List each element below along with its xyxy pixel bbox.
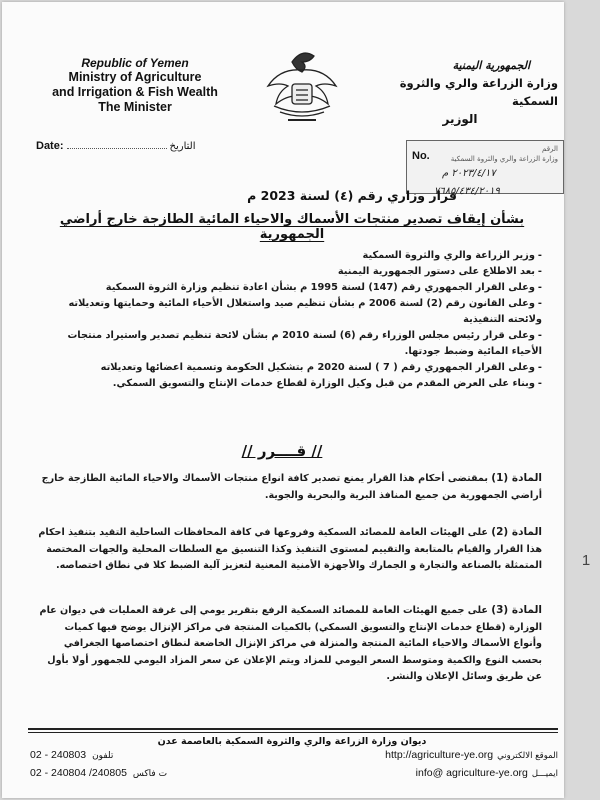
- email-link[interactable]: info@ agriculture-ye.org: [415, 767, 528, 779]
- decree-number: قرار وزاري رقم (٤) لسنة 2023 م: [247, 188, 457, 203]
- minister-ar: الوزير: [442, 112, 478, 126]
- decree-heading: // قــــرر //: [241, 442, 323, 460]
- stamp-ministry: وزارة الزراعة والري والثروة السمكية: [450, 155, 558, 163]
- ministry-en-line1: Ministry of Agriculture: [68, 70, 202, 84]
- preamble-line: -وبناء على العرض المقدم من قبل وكيل الوزارة لقطاع خدمات الإنتاج والتسويق السمكي.: [112, 378, 542, 389]
- decree-subject: بشأن إيقاف تصدير منتجات الأسماك والاحياء المائية الطازجة خارج أراضي الجمهورية: [59, 212, 525, 242]
- header-arabic: [382, 58, 558, 128]
- ministry-ar: وزارة الزراعة والري والثروة السمكية: [399, 76, 558, 108]
- minister-en: The Minister: [98, 100, 172, 114]
- preamble-line: -بعد الاطلاع على دستور الجمهورية اليمنية: [337, 266, 542, 277]
- date-label-en: Date:: [36, 140, 64, 152]
- article-text: على الهيئات العامة للمصائد السمكية وفروعها في كافة المحافظات الساحلية التقيد بتنفيذ احكام هذا القرار والقيام بالمتابعة والتقييم لمستوى التنفيذ وكذا التنسيق مع السلطات المحلية والجهات المختصة المتمثلة بالصناعة والتجارة و الجمارك والأجهزة الأمنية المعنية لتعزيز آلية الضبط كلا في نطاق اختصاصه.: [38, 527, 542, 572]
- footer-contacts-web: [362, 747, 558, 783]
- footer-contacts-phone: [30, 747, 270, 783]
- footer-divider: [28, 728, 558, 730]
- date-label-ar: التاريخ: [169, 141, 196, 152]
- article-1: [34, 470, 542, 504]
- page-number-indicator: 1: [581, 552, 591, 569]
- preamble-line: -وعلى القرار الجمهوري رقم (147) لسنة 1995 م بشأن اعادة تنظيم وزارة الثروة السمكية: [105, 282, 542, 293]
- phone-label: تلفون: [92, 751, 114, 761]
- article-label: المادة (3): [491, 604, 542, 616]
- email-label: ايميـــل: [531, 769, 558, 779]
- fax-number: 02 - 240804 /240805: [30, 767, 127, 779]
- stamp-number-label: الرقم: [542, 145, 558, 153]
- date-dotted-line: [67, 148, 167, 149]
- phone-number: 02 - 240803: [30, 749, 87, 761]
- preamble-line: -وزير الزراعة والري والثروة السمكية: [362, 250, 542, 261]
- preamble-line: -وعلى القرار الجمهوري رقم ( 7 ) لسنة 2020 م بتشكيل الحكومة وتسمية اعضائها وتعديلاته: [100, 362, 542, 373]
- yemen-eagle-emblem-icon: [254, 40, 350, 140]
- republic-ar: الجمهورية اليمنية: [452, 59, 530, 72]
- preamble-line: -وعلى القانون رقم (2) لسنة 2006 م بشأن تنظيم صيد واستغلال الأحياء المائية وحمايتها وتعديلاته ولائحته التنفيذية: [68, 298, 542, 325]
- ministry-en-line2: and Irrigation & Fish Wealth: [52, 85, 218, 99]
- header-english: [40, 56, 230, 115]
- preamble: [34, 248, 542, 392]
- document-page: [2, 2, 564, 798]
- preamble-line: -وعلى قرار رئيس مجلس الوزراء رقم (6) لسنة 2010 م بشأن لائحة تنظيم تصدير واستيراد منتجات الأحياء المائية وضبط جودتها.: [67, 330, 542, 357]
- footer-divider: [28, 732, 558, 733]
- article-2: [34, 524, 542, 575]
- article-label: المادة (1): [491, 472, 542, 484]
- article-3: [34, 602, 542, 686]
- date-row: [36, 140, 236, 152]
- website-link[interactable]: http://agriculture-ye.org: [385, 749, 494, 761]
- fax-label: ت فاكس: [132, 769, 168, 779]
- republic-en: Republic of Yemen: [81, 56, 189, 70]
- reference-number-label: No.: [412, 150, 430, 162]
- article-text: على جميع الهيئات العامة للمصائد السمكية الرفع بتقرير يومي إلى غرفة العمليات في ديوان عام الوزارة (قطاع خدمات الإنتاج والتسويق السمكي) بالكميات المنتجة في مراكز الإنزال يوضح فيها كميات وأنواع الأسماك والاحياء المائية المنتجة والمنزلة في مراكز الإنزال الخاضعة لنطاق اختصاصها الجغرافي بحسب النوع والكمية ومتوسط السعر اليومي للمزاد ويتم الإعلان عن سعر المزاد اليومي للجمهور أولا بأول عن طريق وسائل الإعلان والنشر.: [39, 605, 542, 683]
- handwritten-date: ٢٠٢٣/٤/١٧ م: [442, 168, 496, 179]
- footer-title: ديوان وزارة الزراعة والري والثروة السمكية بالعاصمة عدن: [157, 736, 427, 747]
- article-label: المادة (2): [491, 526, 542, 538]
- handwritten-reference: ٧٦٨٥/٤٣٤/٢٠١٩: [434, 186, 500, 197]
- website-label: الموقع الالكتروني: [497, 751, 558, 761]
- article-text: بمقتضى أحكام هذا القرار يمنع تصدير كافة انواع منتجات الأسماك والاحياء المائية الطازجة خارج أراضي الجمهورية من جميع المنافذ البرية والبحرية والجوية.: [41, 473, 542, 501]
